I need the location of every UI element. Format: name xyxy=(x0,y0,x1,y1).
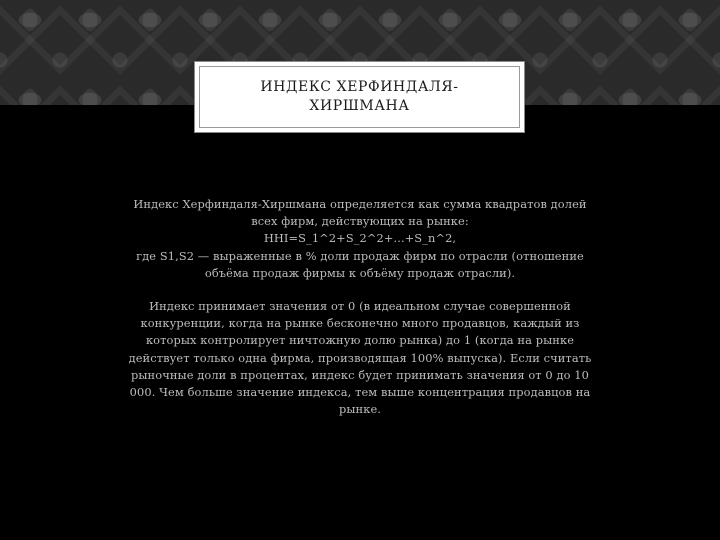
slide-body xyxy=(108,196,612,418)
definition-line-1: Индекс Херфиндаля-Хиршмана определяется как сумма квадратов долей xyxy=(133,197,587,211)
range-line-6: 000. Чем больше значение индекса, тем выше концентрация продавцов на xyxy=(129,385,591,400)
range-line-2: конкуренции, когда на рынке бесконечно много продавцов, каждый из xyxy=(140,316,580,331)
range-line-4: действует только одна фирма, производящая 100% выпуска). Если считать xyxy=(128,350,592,365)
definition-line-5: объёма продаж фирмы к объёму продаж отрасли). xyxy=(204,265,516,280)
range-line-5: рыночные доли в процентах, индекс будет принимать значения от 0 до 10 xyxy=(131,367,589,382)
range-line-1: Индекс принимает значения от 0 (в идеальном случае совершенной xyxy=(149,299,571,314)
range-paragraph xyxy=(108,298,612,418)
formula-line: HHI=S_1^2+S_2^2+...+S_n^2, xyxy=(263,231,457,246)
range-line-3: которых контролирует ничтожную долю рынка) до 1 (когда на рынке xyxy=(145,333,575,348)
slide-title-line-2: ХИРШМАНА xyxy=(309,98,410,114)
range-line-7: рынке. xyxy=(338,402,382,417)
definition-line-4: где S1,S2 — выраженные в % доли продаж фирм по отрасли (отношение xyxy=(136,248,584,263)
slide-title xyxy=(236,78,482,116)
title-box xyxy=(194,61,525,133)
definition-line-2: всех фирм, действующих на рынке: xyxy=(251,214,469,229)
paragraph-gap xyxy=(108,282,612,298)
slide-title-line-1: ИНДЕКС ХЕРФИНДАЛЯ- xyxy=(260,79,459,95)
definition-paragraph xyxy=(108,196,612,282)
